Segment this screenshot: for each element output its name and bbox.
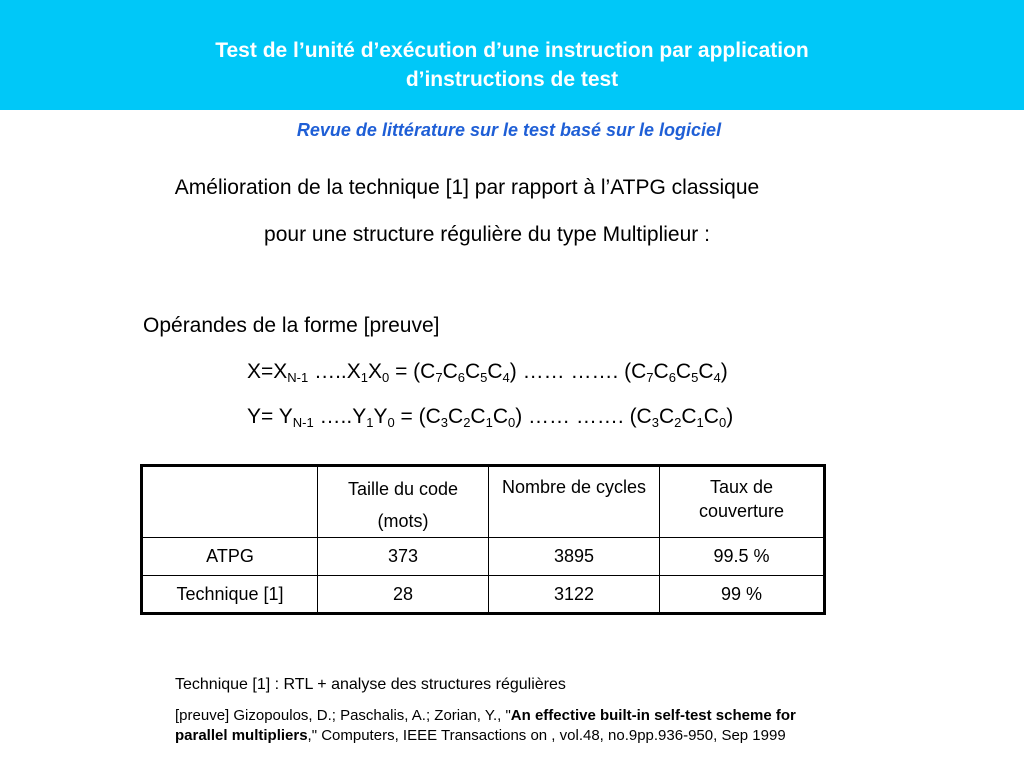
cell-code-size: 373 bbox=[318, 538, 489, 576]
operands-heading: Opérandes de la forme [preuve] bbox=[143, 314, 440, 337]
header-code-size bbox=[318, 466, 489, 538]
formula-x: $X=X_{N-1}$ $\dots..X_1X_0 = (C_7C_6C_5C_4)$ …… ……. $(C_7C_6C_5C_4)$ bbox=[247, 360, 728, 385]
cell-cycles: 3895 bbox=[489, 538, 660, 576]
reference-source: ," Computers, IEEE Transactions on , vol.48, no.9pp.936-950, Sep 1999 bbox=[307, 727, 786, 744]
reference-authors: [preuve] Gizopoulos, D.; Paschalis, A.; Zorian, Y., " bbox=[175, 707, 511, 724]
technique-note: Technique [1] : RTL + analyse des structures régulières bbox=[175, 676, 566, 693]
cell-code-size: 28 bbox=[318, 576, 489, 614]
slide-title-line2: d’instructions de test bbox=[405, 68, 619, 91]
table-row bbox=[142, 576, 825, 614]
header-code-size-line1: Taille du code bbox=[347, 479, 459, 499]
table-row bbox=[142, 538, 825, 576]
header-cycles: Nombre de cycles bbox=[489, 466, 660, 538]
slide-title bbox=[0, 36, 1024, 94]
intro-line-1: Amélioration de la technique [1] par rapport à l’ATPG classique bbox=[174, 176, 760, 199]
reference-title: An effective built-in self-test scheme for parallel multipliers bbox=[175, 707, 796, 744]
row-label: ATPG bbox=[142, 538, 318, 576]
row-label: Technique [1] bbox=[142, 576, 318, 614]
header-code-size-line2: (mots) bbox=[377, 511, 429, 531]
formula-y: $Y= Y_{N-1}$ $\dots..Y_1Y_0 = (C_3C_2C_1C_0)$ …… ……. $(C_3C_2C_1C_0)$ bbox=[247, 405, 734, 430]
comparison-table bbox=[140, 464, 826, 615]
table-corner-cell bbox=[142, 466, 318, 538]
intro-line-2: pour une structure régulière du type Multiplieur : bbox=[264, 223, 710, 246]
header-coverage: Taux de couverture bbox=[660, 466, 825, 538]
cell-coverage: 99 % bbox=[660, 576, 825, 614]
slide-subtitle: Revue de littérature sur le test basé sur le logiciel bbox=[296, 120, 722, 140]
cell-cycles: 3122 bbox=[489, 576, 660, 614]
title-banner bbox=[0, 0, 1024, 110]
table-header-row bbox=[142, 466, 825, 538]
slide-title-line1: Test de l’unité d’exécution d’une instruction par application bbox=[215, 39, 809, 62]
cell-coverage: 99.5 % bbox=[660, 538, 825, 576]
reference-citation bbox=[175, 706, 815, 746]
